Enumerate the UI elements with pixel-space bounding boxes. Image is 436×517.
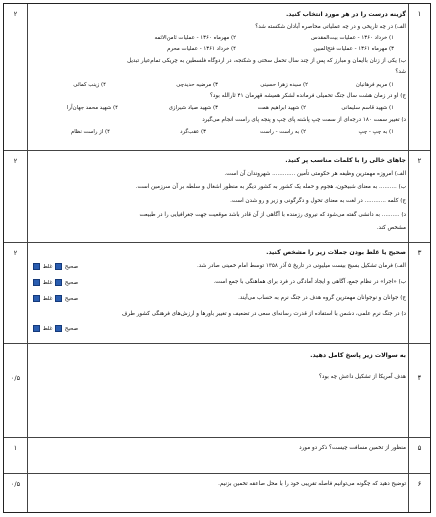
option-4[interactable]: ۴) زینب کمائی — [73, 82, 106, 88]
option-1[interactable]: ۱) مریم فرهانیان — [355, 82, 394, 88]
question-2-row — [4, 151, 430, 243]
false-label: غلط — [42, 326, 53, 332]
question-score: ۰/۵ — [4, 474, 28, 512]
question-header: جاهای خالی را با کلمات مناسب پر کنید. — [285, 157, 406, 164]
question-header: گزینه درست را در هر مورد انتخاب کنید. — [285, 11, 406, 18]
fill-blank-d: د) .......... به دانشی گفته می‌شود که نیروی رزمنده با آگاهی از آن قادر باشد موقعیت جهت جغرافیایی را در طبیعت — [139, 212, 406, 218]
question-number: ۱ — [408, 4, 430, 150]
option-3[interactable]: ۳) مهرماه ۱۳۶۱ - عملیات فتح‌المبین — [313, 46, 394, 52]
statement-d: د) در جنگ نرم علمی، دشمن با استفاده از قدرت رسانه‌ای سعی در تضعیف و تغییر باورها و ارزش‌های فرهنگی کشور طرف — [121, 311, 406, 317]
question-score: ۲ — [4, 4, 28, 150]
fill-blank-d-continued: مشخص کند. — [376, 225, 406, 231]
option-2[interactable]: ۲) شهید ابراهیم همت — [257, 105, 306, 111]
question-header: به سوالات زیر پاسخ کامل دهید. — [310, 352, 406, 359]
question-stem: ب) یکی از زنان باایمان و مبارز که پس از چند سال تحمل سختی و شکنجه، در اردوگاه فلسطین به چریکی تمام‌عیار تبدیل — [127, 58, 406, 64]
statement-b: ب) «اجرا» در نظام جمع، آگاهی و ایجاد آمادگی در فرد برای هماهنگی با جمع است. — [213, 279, 406, 285]
true-label: صحیح — [64, 280, 79, 286]
option-1[interactable]: ۱) خرداد ۱۳۶۰ - عملیات بیت‌المقدس — [310, 35, 394, 41]
fill-blank-a: الف) امروزه مهمترین وظیفه هر حکومتی تأمین ............. شهروندان آن است. — [224, 171, 406, 177]
true-false-choice — [32, 263, 78, 270]
statement-c: ج) جوانان و نوجوانان مهمترین گروه هدف در جنگ نرم به حساب می‌آیند. — [238, 295, 406, 301]
question-body — [30, 243, 406, 343]
option-1[interactable]: ۱) شهید قاسم سلیمانی — [341, 105, 394, 111]
question-body — [30, 344, 406, 437]
option-4[interactable]: ۴) شهید محمد جهان‌آرا — [67, 105, 118, 111]
question-body — [30, 438, 406, 473]
question-1-row — [4, 4, 430, 151]
fill-blank-b: ب) .......... به معنای شبیخون، هجوم و حمله یک کشور به کشور دیگر به منظور اشغال و سلطه بر آن سرزمین است. — [135, 184, 406, 190]
question-score: ۲ — [4, 151, 28, 242]
question-header: صحیح یا غلط بودن جملات زیر را مشخص کنید. — [266, 249, 406, 256]
option-2[interactable]: ۲) به راست - راست — [259, 129, 306, 135]
true-checkbox[interactable] — [55, 295, 62, 302]
question-body — [30, 4, 406, 150]
option-3[interactable]: ۳) عقب‌گرد — [180, 129, 206, 135]
true-false-choice — [32, 325, 78, 332]
false-checkbox[interactable] — [33, 325, 40, 332]
statement-a: الف) فرمان تشکیل بسیج بیست میلیونی در تاریخ ۵ آذر ۱۳۵۸ توسط امام خمینی صادر شد. — [196, 263, 406, 269]
false-checkbox[interactable] — [33, 279, 40, 286]
question-number: ۴ — [408, 344, 430, 437]
option-3[interactable]: ۳) مرضیه حدیدچی — [176, 82, 218, 88]
true-checkbox[interactable] — [55, 263, 62, 270]
option-4[interactable]: ۴) از راست نظام — [70, 129, 110, 135]
option-1[interactable]: ۱) به چپ - چپ — [358, 129, 394, 135]
question-number: ۶ — [408, 474, 430, 512]
question-score: ۰/۵ — [4, 344, 28, 437]
question-6-row — [4, 474, 430, 512]
question-body — [30, 151, 406, 242]
option-4[interactable]: ۴) خرداد ۱۳۶۱ - عملیات محرم — [167, 46, 236, 52]
fill-blank-c: ج) کلمه ............ در لغت به معنای تحول و دگرگونی و زیر و رو شدن است. — [230, 198, 406, 204]
true-label: صحیح — [64, 264, 79, 270]
question-stem: د) تغییر سمت ۱۸۰ درجه‌ای از سمت چپ پاشنه پای چپ و پنجه پای راست انجام می‌گیرد — [202, 117, 406, 123]
question-text: توضیح دهید که چگونه می‌توانیم فاصله تقریبی خود را با محل صاعقه تخمین بزنیم. — [218, 481, 406, 487]
option-2[interactable]: ۲) مهرماه ۱۳۶۰ - عملیات ثامن‌الائمه — [154, 35, 236, 41]
true-checkbox[interactable] — [55, 325, 62, 332]
question-stem: ج) او در زمان هشت سال جنگ تحمیلی فرمانده لشکر همیشه قهرمان ۴۱ ثارالله بود؟ — [209, 93, 406, 99]
question-4-row — [4, 344, 430, 438]
option-2[interactable]: ۲) سیده زهرا حسینی — [260, 82, 308, 88]
question-3-row — [4, 243, 430, 344]
true-label: صحیح — [64, 296, 79, 302]
question-text: هدف آمریکا از تشکیل داعش چه بود؟ — [318, 374, 406, 380]
question-score: ۲ — [4, 243, 28, 343]
false-checkbox[interactable] — [33, 295, 40, 302]
question-body — [30, 474, 406, 512]
false-label: غلط — [42, 264, 53, 270]
question-stem-continued: شد؟ — [395, 69, 406, 75]
question-5-row — [4, 438, 430, 474]
option-3[interactable]: ۳) شهید صیاد شیرازی — [168, 105, 218, 111]
exam-sheet — [3, 3, 431, 513]
false-label: غلط — [42, 280, 53, 286]
true-checkbox[interactable] — [55, 279, 62, 286]
false-checkbox[interactable] — [33, 263, 40, 270]
true-false-choice — [32, 279, 78, 286]
question-text: منظور از تخمین مسافت چیست؟ ذکر دو مورد — [299, 445, 406, 451]
true-false-choice — [32, 295, 78, 302]
question-number: ۳ — [408, 243, 430, 343]
true-label: صحیح — [64, 326, 79, 332]
question-number: ۲ — [408, 151, 430, 242]
question-score: ۱ — [4, 438, 28, 473]
false-label: غلط — [42, 296, 53, 302]
question-stem: الف) در چه تاریخی و در چه عملیاتی محاصره آبادان شکسته شد؟ — [255, 24, 406, 30]
question-number: ۵ — [408, 438, 430, 473]
